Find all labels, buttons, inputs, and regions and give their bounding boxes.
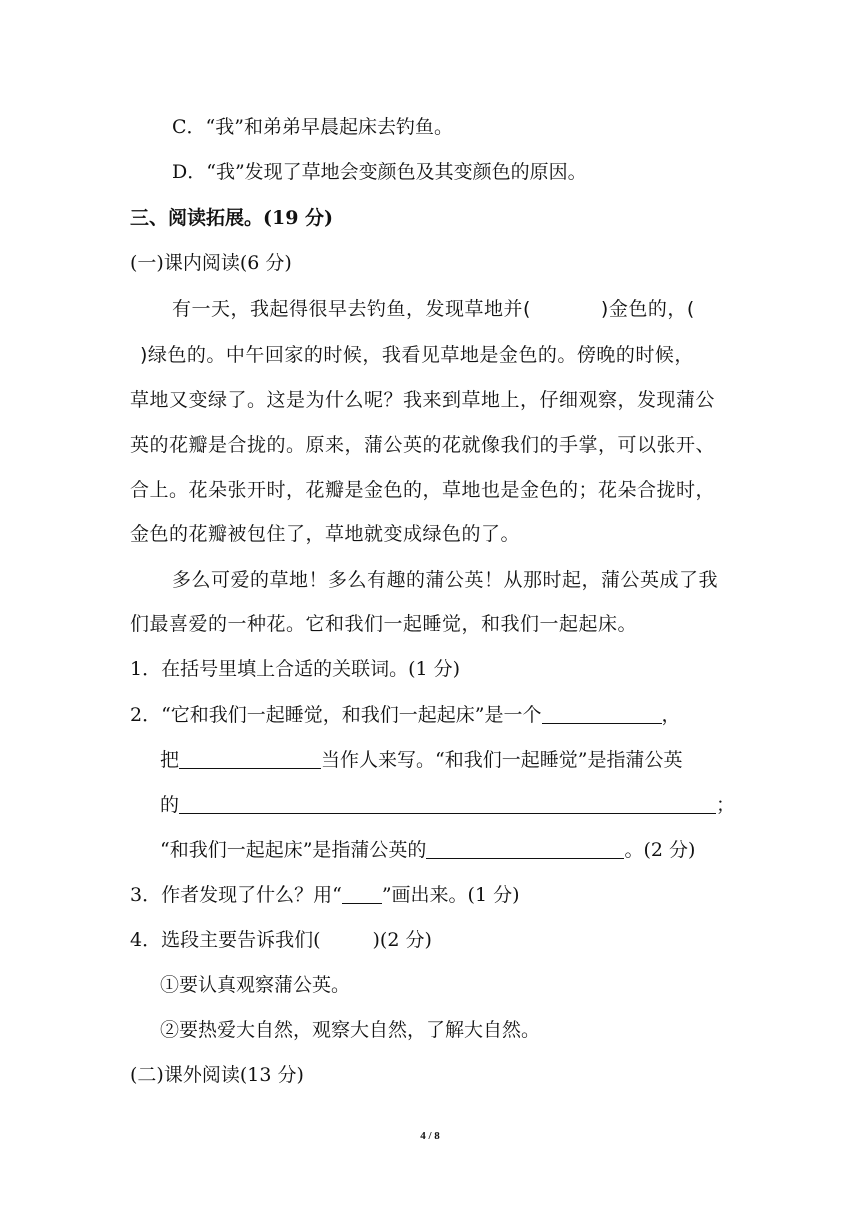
question-4-option-2: ②要热爱大自然，观察大自然，了解大自然。 [160,1019,541,1041]
answer-blank-object[interactable] [179,748,321,769]
question-2-text-b2: 当作人来写。“和我们一起睡觉”是指蒲公英 [321,749,683,771]
section-3-title: 三、阅读拓展。(19 分) [130,207,334,229]
question-2-line-2 [160,748,682,772]
passage-line-1b: )金色的，( [600,298,695,320]
passage-line-4: 英的花瓣是合拢的。原来，蒲公英的花就像我们的手掌，可以张开、 [130,434,716,456]
passage-line-8: 们最喜爱的一种花。它和我们一起睡觉，和我们一起起床。 [130,613,638,635]
question-3 [130,883,519,907]
question-4-line [130,928,432,952]
page-number: 4 / 8 [420,1130,440,1142]
option-d: D．“我”发现了草地会变颜色及其变颜色的原因。 [172,161,587,183]
part-1-title: (一)课内阅读(6 分) [130,252,292,274]
answer-blank-wake[interactable] [426,838,624,859]
option-c: C．“我”和弟弟早晨起床去钓鱼。 [172,116,453,138]
question-2-line-4 [160,838,695,862]
answer-blank-figure[interactable] [542,703,662,724]
question-2-text-d1: “和我们一起起床”是指蒲公英的 [160,839,427,861]
answer-blank-sleep[interactable] [179,793,716,814]
passage-line-3: 草地又变绿了。这是为什么呢？我来到草地上，仔细观察，发现蒲公 [130,389,716,411]
passage-line-1a: 有一天，我起得很早去钓鱼，发现草地并( [172,298,531,320]
underline-symbol [342,883,382,904]
question-1: 1．在括号里填上合适的关联词。(1 分) [130,658,461,680]
passage-line-7: 多么可爱的草地！多么有趣的蒲公英！从那时起，蒲公英成了我 [172,569,719,591]
question-4-text-a: 4．选段主要告诉我们( [130,929,321,951]
question-2-punct-c: ； [716,794,736,816]
part-2-title: (二)课外阅读(13 分) [130,1064,304,1086]
question-2-text-c1: 的 [160,794,180,816]
passage-line-6: 金色的花瓣被包住了，草地就变成绿色的了。 [130,523,521,545]
question-2-text-a: 2．“它和我们一起睡觉，和我们一起起床”是一个 [130,704,542,726]
question-2-line-1 [130,703,681,727]
question-3-text-b: ”画出来。(1 分) [381,884,520,906]
question-3-text-a: 3．作者发现了什么？用“ [130,884,342,906]
question-2-punct-a: ， [661,704,681,726]
passage-line-5: 合上。花朵张开时，花瓣是金色的，草地也是金色的；花朵合拢时， [130,479,716,501]
question-2-line-3 [160,793,735,817]
question-4-option-1: ①要认真观察蒲公英。 [160,974,351,996]
passage-line-2: )绿色的。中午回家的时候，我看见草地是金色的。傍晚的时候， [140,344,694,366]
question-4-text-b: )(2 分) [372,929,432,951]
passage-line-1 [172,297,695,321]
question-2-punct-d: 。(2 分) [624,839,696,861]
question-2-text-b1: 把 [160,749,180,771]
